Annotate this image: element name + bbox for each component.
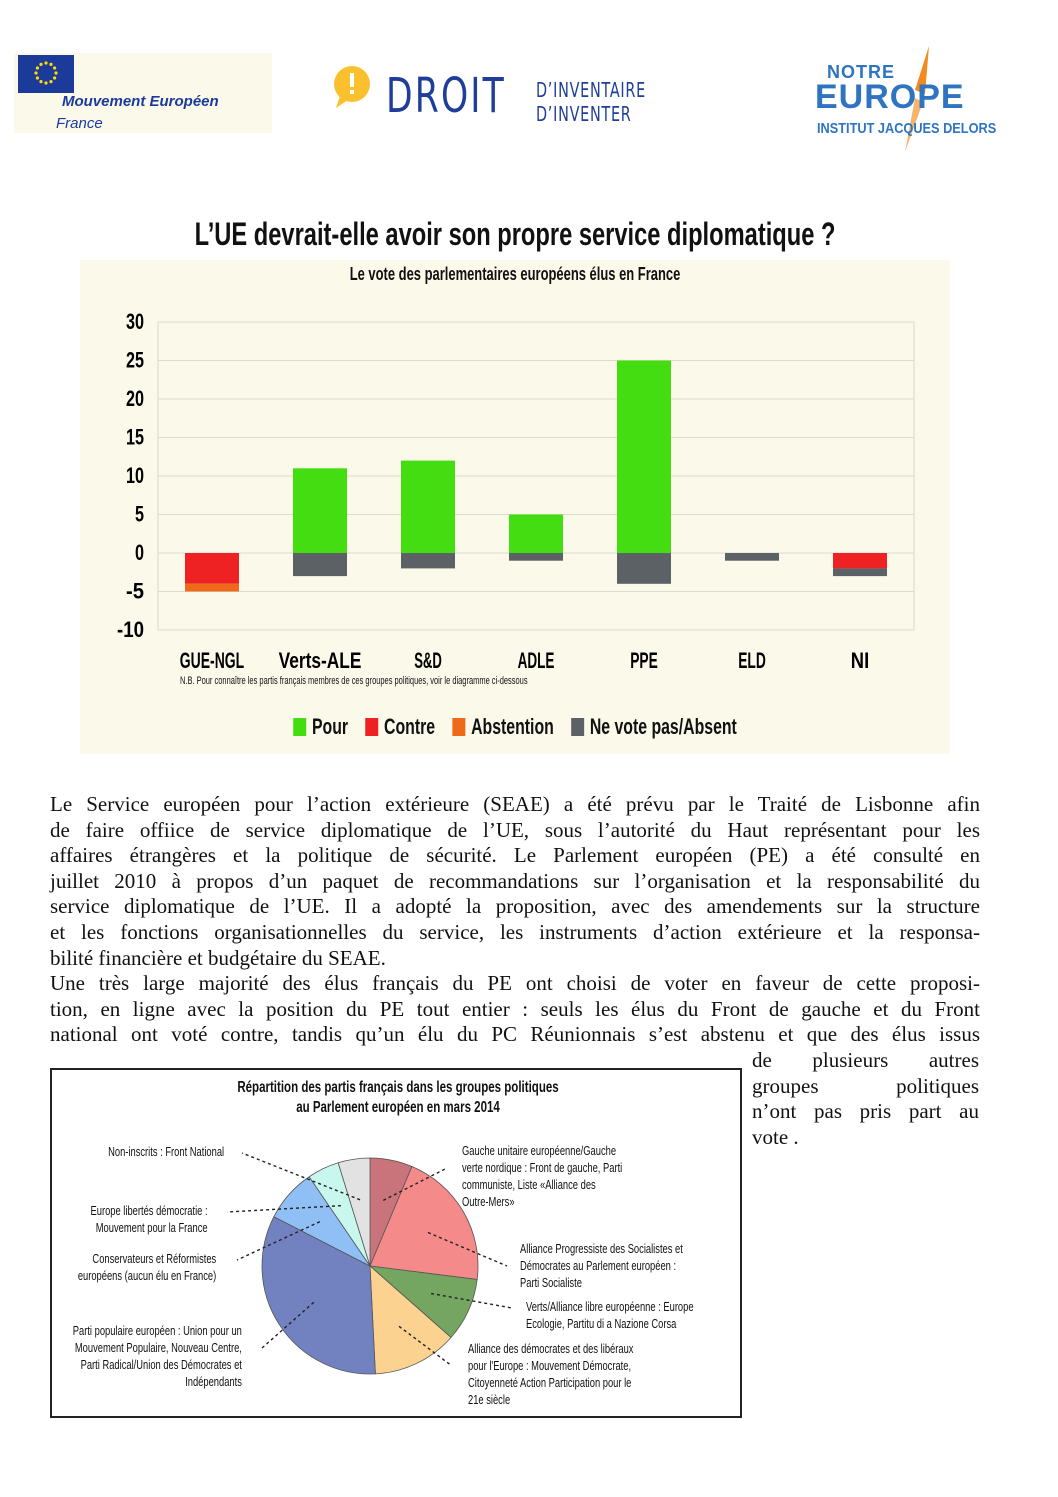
bar-segment (293, 468, 347, 553)
bar-segment (185, 553, 239, 584)
pie-slice-label-line: pour l'Europe : Mouvement Démocrate, (468, 1358, 632, 1373)
pie-slice-label (462, 1142, 622, 1210)
pie-slice-label-line: Verts/Alliance libre européenne : Europe (526, 1299, 694, 1314)
y-tick-label: 30 (126, 309, 144, 334)
pie-slice-label-line: Parti populaire européen : Union pour un (72, 1323, 242, 1338)
droit-logo (330, 58, 682, 126)
vote-bar-chart (80, 260, 950, 710)
legend-label: Pour (311, 714, 349, 739)
legend-item (571, 714, 737, 740)
y-tick-label: 20 (126, 386, 144, 411)
paragraph-line: national ont voté contre, tandis qu’un élu du PC Réunionnais s’est abstenu et que des élus issus (50, 1022, 980, 1047)
paragraph-line: Le Service européen pour l’action extérieure (SEAE) a été prévu par le Traité de Lisbonne afin (50, 792, 980, 816)
paragraph-line: et les fonctions organisationnelles du service, les instruments d’action extérieure et la responsa- (50, 919, 980, 944)
ne-top: NOTRE (827, 62, 895, 82)
legend-swatch (452, 718, 465, 736)
pie-slice-label (78, 1250, 216, 1284)
ne-bottom: INSTITUT JACQUES DELORS (817, 120, 997, 137)
x-tick-label: S&D (414, 648, 442, 673)
droit-line2: D’INVENTER (536, 102, 632, 126)
me-country: France (56, 115, 103, 132)
pie-slice-label-line: 21e siècle (468, 1392, 511, 1407)
legend-label: Contre (384, 714, 436, 739)
bar-segment (833, 568, 887, 576)
vote-chart-panel (80, 260, 950, 754)
paragraph-line: service diplomatique de l’UE. Il a adopté la proposition, avec des amendements sur la structure (50, 894, 980, 919)
pie-slice-label-line: Conservateurs et Réformistes (92, 1251, 216, 1266)
body-paragraph-continuation (752, 1048, 979, 1150)
pie-slice-label (468, 1340, 633, 1408)
pie-slice-label-line: européens (aucun élu en France) (77, 1268, 216, 1283)
y-tick-label: 5 (135, 501, 144, 527)
y-tick-label: 15 (126, 424, 144, 450)
paragraph-line: n’ont pas pris part au (752, 1099, 979, 1124)
paragraph-line: bilité financière et budgétaire du SEAE. (50, 945, 386, 970)
pie-slice-label (91, 1202, 208, 1236)
paragraph-line: juillet 2010 à propos d’un paquet de recommandations sur l’organisation et la responsabilité du (50, 868, 980, 893)
legend-item (293, 714, 348, 740)
legend-swatch (571, 718, 584, 736)
bar-segment (617, 553, 671, 584)
notre-europe-logo (765, 44, 1025, 154)
droit-word: DROIT (386, 68, 506, 124)
x-tick-label: NI (850, 648, 870, 673)
pie-slice-label-line: Parti Radical/Union des Démocrates et (80, 1357, 242, 1372)
pie-slice-label-line: Europe libertés démocratie : (90, 1203, 208, 1218)
chart-legend (80, 714, 950, 740)
pie-slice-label (73, 1322, 242, 1390)
pie-slice-label (526, 1298, 694, 1332)
legend-label: Ne vote pas/Absent (589, 714, 737, 739)
pie-title-line1: Répartition des partis français dans les groupes politiques (237, 1079, 559, 1096)
paragraph-line: tion, en ligne avec la position du PE tout entier : seuls les élus du Front de gauche et du Front (50, 996, 980, 1021)
me-name: Mouvement Européen (62, 93, 219, 110)
chart-note: N.B. Pour connaître les partis français membres de ces groupes politiques, voir le diagramme ci-dessous (180, 675, 528, 687)
bar-segment (185, 584, 239, 592)
bar-segment (401, 461, 455, 553)
legend-item (365, 714, 435, 740)
bar-segment (833, 553, 887, 568)
page-title: L’UE devrait-elle avoir son propre service diplomatique ? (194, 216, 836, 252)
bar-segment (293, 553, 347, 576)
pie-slice-label-line: Citoyenneté Action Participation pour le (468, 1375, 632, 1390)
pie-slice-label-line: communiste, Liste «Alliance des (462, 1177, 596, 1192)
x-tick-label: GUE-NGL (179, 648, 245, 673)
paragraph-line: affaires étrangères et la politique de sécurité. Le Parlement européen (PE) a été consulté en (50, 843, 980, 868)
y-tick-label: 10 (126, 463, 144, 488)
pie-slice-label-line: Indépendants (185, 1374, 242, 1389)
legend-label: Abstention (471, 714, 554, 739)
bar-segment (401, 553, 455, 568)
pie-slice-label-line: Ecologie, Partitu di a Nazione Corsa (526, 1316, 677, 1331)
x-tick-label: ADLE (517, 648, 555, 673)
bar-segment (617, 361, 671, 554)
legend-item (452, 714, 553, 740)
pie-slice-label-line: verte nordique : Front de gauche, Parti (462, 1160, 623, 1175)
paragraph-line: de faire offiice de service diplomatique de l’UE, sous l’autorité du Haut représentant pour les (50, 817, 980, 842)
bar-segment (725, 553, 779, 561)
y-tick-label: 25 (126, 347, 144, 373)
pie-slice-label-line: Démocrates au Parlement européen : (520, 1258, 677, 1273)
mouvement-europeen-logo (14, 53, 272, 133)
ne-middle: EUROPE (815, 78, 965, 116)
exclamation-bubble-icon (330, 64, 378, 112)
pie-slice-label-line: Mouvement Populaire, Nouveau Centre, (74, 1340, 243, 1355)
body-paragraph (50, 792, 980, 1048)
bar-segment (509, 553, 563, 561)
pie-slice-label-line: Gauche unitaire européenne/Gauche (462, 1143, 617, 1158)
pie-slice-label-line: Alliance des démocrates et des libéraux (468, 1341, 634, 1356)
pie-slice-label-line: Non-inscrits : Front National (107, 1144, 224, 1159)
pie-slice-label-line: Alliance Progressiste des Socialistes et (520, 1241, 683, 1256)
eu-flag-icon (18, 55, 74, 93)
legend-swatch (293, 718, 306, 736)
pie-slice-label-line: Parti Socialiste (520, 1275, 582, 1290)
paragraph-line: vote . (752, 1124, 799, 1149)
pie-chart-panel (50, 1068, 742, 1418)
y-tick-label: -10 (117, 617, 144, 642)
x-tick-label: PPE (630, 648, 658, 673)
x-tick-label: Verts-ALE (278, 648, 362, 673)
droit-line1: D’INVENTAIRE (536, 78, 646, 102)
paragraph-line: Une très large majorité des élus français du PE ont choisi de voter en faveur de cette proposi- (50, 971, 980, 996)
pie-slice-label-line: Outre-Mers» (462, 1194, 515, 1209)
pie-title-line2: au Parlement européen en mars 2014 (296, 1099, 500, 1116)
paragraph-line: de plusieurs autres (752, 1048, 979, 1072)
chart-title: Le vote des parlementaires européens élus en France (349, 264, 681, 284)
legend-swatch (365, 718, 378, 736)
x-tick-label: ELD (738, 648, 766, 673)
bar-segment (509, 515, 563, 554)
paragraph-line: groupes politiques (752, 1073, 979, 1098)
y-tick-label: 0 (135, 540, 144, 565)
pie-slice-label (520, 1240, 683, 1291)
pie-slice-label (108, 1143, 224, 1160)
pie-slice-label-line: Mouvement pour la France (96, 1220, 208, 1235)
y-tick-label: -5 (126, 578, 144, 604)
